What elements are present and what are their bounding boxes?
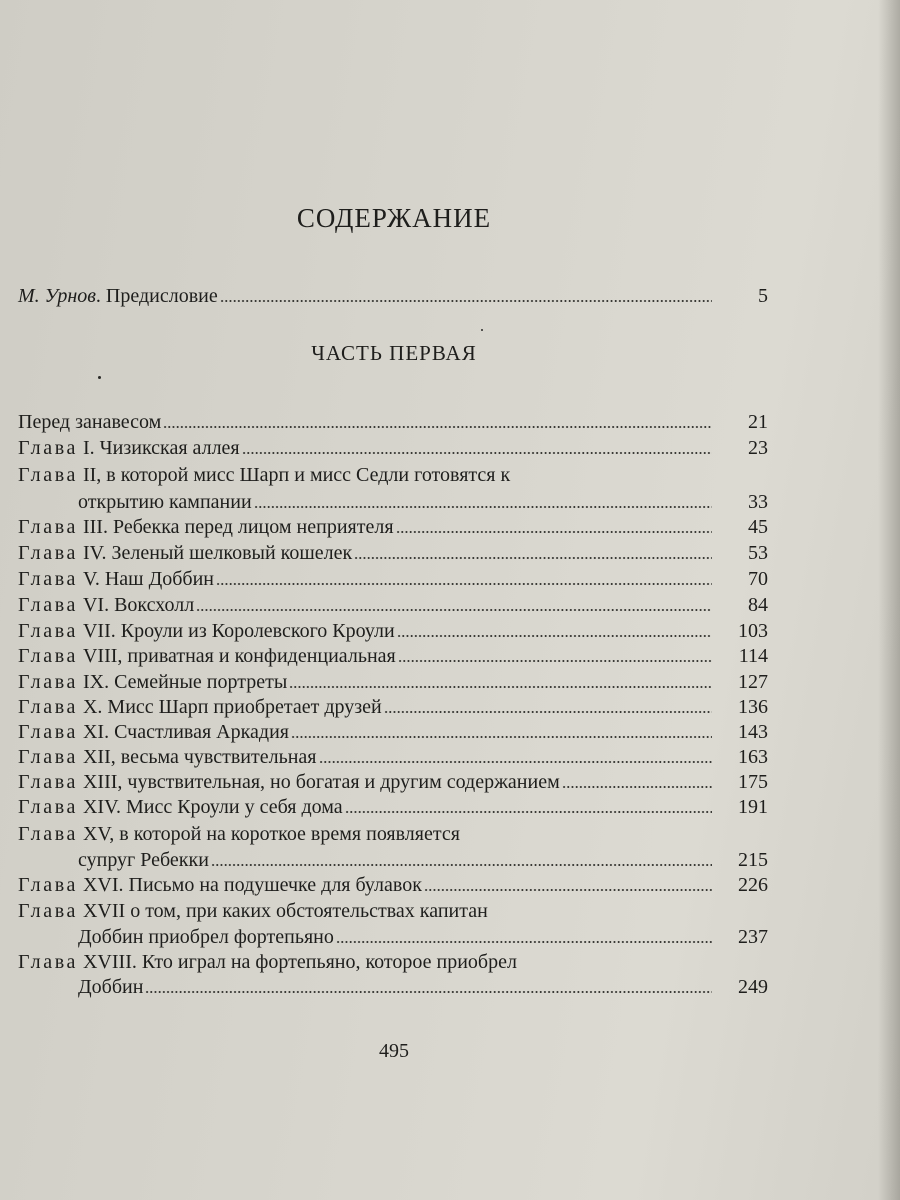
- chapter-word: Глава: [18, 671, 78, 693]
- toc-entry-text: [18, 463, 510, 487]
- toc-page-number: 23: [748, 437, 768, 459]
- chapter-word: Глава: [18, 594, 78, 616]
- dot-leader: [398, 660, 712, 662]
- chapter-title: XVIII. Кто играл на фортепьяно, которое приобрел: [77, 951, 517, 973]
- chapter-title: XV, в которой на короткое время появляется: [77, 823, 460, 845]
- toc-page-number: 33: [748, 491, 768, 513]
- chapter-word: Глава: [18, 620, 78, 642]
- toc-entry-text: [18, 950, 517, 974]
- dot-leader: [289, 686, 712, 688]
- page-edge-shadow: [878, 0, 900, 1200]
- dot-leader: [562, 786, 712, 788]
- chapter-title: Перед занавесом: [18, 411, 162, 433]
- chapter-word: Глава: [18, 696, 78, 718]
- toc-entry-text: [18, 873, 422, 897]
- dot-leader: [216, 583, 712, 585]
- toc-page-number: 70: [748, 568, 768, 590]
- toc-entry: [18, 948, 768, 974]
- chapter-title: V. Наш Доббин: [77, 568, 214, 590]
- chapter-word: Глава: [18, 823, 78, 845]
- toc-entry-text: [18, 899, 488, 923]
- toc-page-number: 215: [738, 849, 768, 871]
- chapter-title: XVI. Письмо на подушечке для булавок: [77, 874, 422, 896]
- toc-entry-text: [18, 795, 343, 819]
- part-title: ЧАСТЬ ПЕРВАЯ: [311, 341, 477, 365]
- chapter-title: IV. Зеленый шелковый кошелек: [77, 542, 353, 564]
- chapter-word: Глава: [18, 951, 78, 973]
- print-speck: [481, 329, 483, 331]
- chapter-word: Глава: [18, 874, 78, 896]
- toc-entry: [18, 513, 768, 539]
- toc-entry: [18, 461, 768, 487]
- chapter-title-continued: Доббин приобрел фортепьяно: [78, 926, 334, 948]
- dot-leader: [145, 991, 712, 993]
- toc-entry-text: [18, 822, 460, 846]
- dot-leader: [220, 300, 712, 302]
- dot-leader: [254, 506, 712, 508]
- chapter-title: II, в которой мисс Шарп и мисс Седли готовятся к: [77, 464, 511, 486]
- toc-entry-text: [18, 541, 352, 565]
- toc-entry-continuation: [78, 923, 768, 949]
- toc-page-number: 5: [758, 285, 768, 307]
- toc-entry-text: [18, 644, 396, 668]
- chapter-word: Глава: [18, 464, 78, 486]
- page-title: СОДЕРЖАНИЕ: [296, 203, 492, 233]
- toc-entry: [18, 743, 768, 769]
- toc-entry: [18, 591, 768, 617]
- dot-leader: [163, 426, 712, 428]
- toc-entry: [18, 718, 768, 744]
- toc-entry-preface: [18, 282, 768, 308]
- toc-entry-text: [18, 284, 218, 308]
- toc-entry: [18, 642, 768, 668]
- dot-leader: [211, 864, 712, 866]
- toc-page-number: 191: [738, 796, 768, 818]
- toc-entry-text: [18, 593, 194, 617]
- chapter-word: Глава: [18, 900, 78, 922]
- toc-entry: [18, 793, 768, 819]
- toc-entry: [18, 434, 768, 460]
- chapter-title: III. Ребекка перед лицом неприятеля: [77, 516, 394, 538]
- dot-leader: [384, 711, 712, 713]
- toc-entry-text: [18, 745, 317, 769]
- toc-entry-text: [18, 515, 394, 539]
- toc-entry-text: [18, 436, 240, 460]
- dot-leader: [242, 452, 712, 454]
- toc-page-number: 103: [738, 620, 768, 642]
- chapter-word: Глава: [18, 516, 78, 538]
- chapter-title-continued: супруг Ребекки: [78, 849, 209, 871]
- dot-leader: [319, 761, 713, 763]
- print-speck: [98, 376, 101, 379]
- chapter-word: Глава: [18, 437, 78, 459]
- toc-entry-text: [18, 770, 560, 794]
- chapter-title: XIV. Мисс Кроули у себя дома: [77, 796, 343, 818]
- toc-entry: [18, 820, 768, 846]
- chapter-title: XVII о том, при каких обстоятельствах капитан: [77, 900, 488, 922]
- toc-page-number: 114: [738, 645, 768, 667]
- chapter-title: XII, весьма чувствительная: [77, 746, 317, 768]
- toc-entry-continuation: [78, 488, 768, 514]
- toc-page-number: 175: [738, 771, 768, 793]
- chapter-title: IX. Семейные портреты: [77, 671, 288, 693]
- dot-leader: [345, 811, 712, 813]
- toc-page-number: 163: [738, 746, 768, 768]
- dot-leader: [354, 557, 712, 559]
- toc-page-number: 45: [748, 516, 768, 538]
- toc-entry: [18, 539, 768, 565]
- chapter-word: Глава: [18, 746, 78, 768]
- chapter-title: XI. Счастливая Аркадия: [77, 721, 289, 743]
- dot-leader: [196, 609, 712, 611]
- chapter-word: Глава: [18, 645, 78, 667]
- dot-leader: [291, 736, 712, 738]
- chapter-word: Глава: [18, 771, 78, 793]
- dot-leader: [397, 635, 712, 637]
- toc-page-number: 249: [738, 976, 768, 998]
- toc-page-number: 84: [748, 594, 768, 616]
- chapter-title: VI. Воксхолл: [77, 594, 195, 616]
- chapter-title: X. Мисс Шарп приобретает друзей: [77, 696, 382, 718]
- toc-page-number: 226: [738, 874, 768, 896]
- toc-entry: [18, 668, 768, 694]
- toc-entry-text: [18, 720, 289, 744]
- dot-leader: [424, 889, 712, 891]
- chapter-word: Глава: [18, 721, 78, 743]
- dot-leader: [396, 531, 712, 533]
- toc-entry: [18, 768, 768, 794]
- toc-entry-text: [18, 410, 161, 434]
- toc-entry-text: [18, 695, 382, 719]
- toc-entry: [18, 565, 768, 591]
- chapter-word: Глава: [18, 568, 78, 590]
- toc-entry: [18, 897, 768, 923]
- toc-page-number: 21: [748, 411, 768, 433]
- page-number: 495: [379, 1040, 409, 1062]
- chapter-title: I. Чизикская аллея: [77, 437, 240, 459]
- toc-entry: [18, 617, 768, 643]
- chapter-title-continued: открытию кампании: [78, 491, 252, 513]
- toc-entry-text: [18, 670, 287, 694]
- dot-leader: [336, 941, 712, 943]
- toc-entry: [18, 871, 768, 897]
- toc-page-number: 127: [738, 671, 768, 693]
- toc-entry-text: [18, 619, 395, 643]
- chapter-title: VIII, приватная и конфиденциальная: [77, 645, 396, 667]
- chapter-word: Глава: [18, 542, 78, 564]
- toc-entry-text: [18, 567, 214, 591]
- toc-page-number: 136: [738, 696, 768, 718]
- toc-entry: [18, 408, 768, 434]
- toc-entry-continuation: [78, 846, 768, 872]
- toc-entry-continuation: [78, 973, 768, 999]
- toc-entry: [18, 693, 768, 719]
- chapter-title-continued: Доббин: [78, 976, 144, 998]
- chapter-title: XIII, чувствительная, но богатая и другим содержанием: [77, 771, 560, 793]
- toc-page-number: 143: [738, 721, 768, 743]
- toc-page-number: 53: [748, 542, 768, 564]
- toc-page-number: 237: [738, 926, 768, 948]
- preface-author: М. Урнов: [18, 285, 96, 307]
- chapter-title: VII. Кроули из Королевского Кроули: [77, 620, 395, 642]
- preface-title: . Предисловие: [95, 285, 218, 307]
- chapter-word: Глава: [18, 796, 78, 818]
